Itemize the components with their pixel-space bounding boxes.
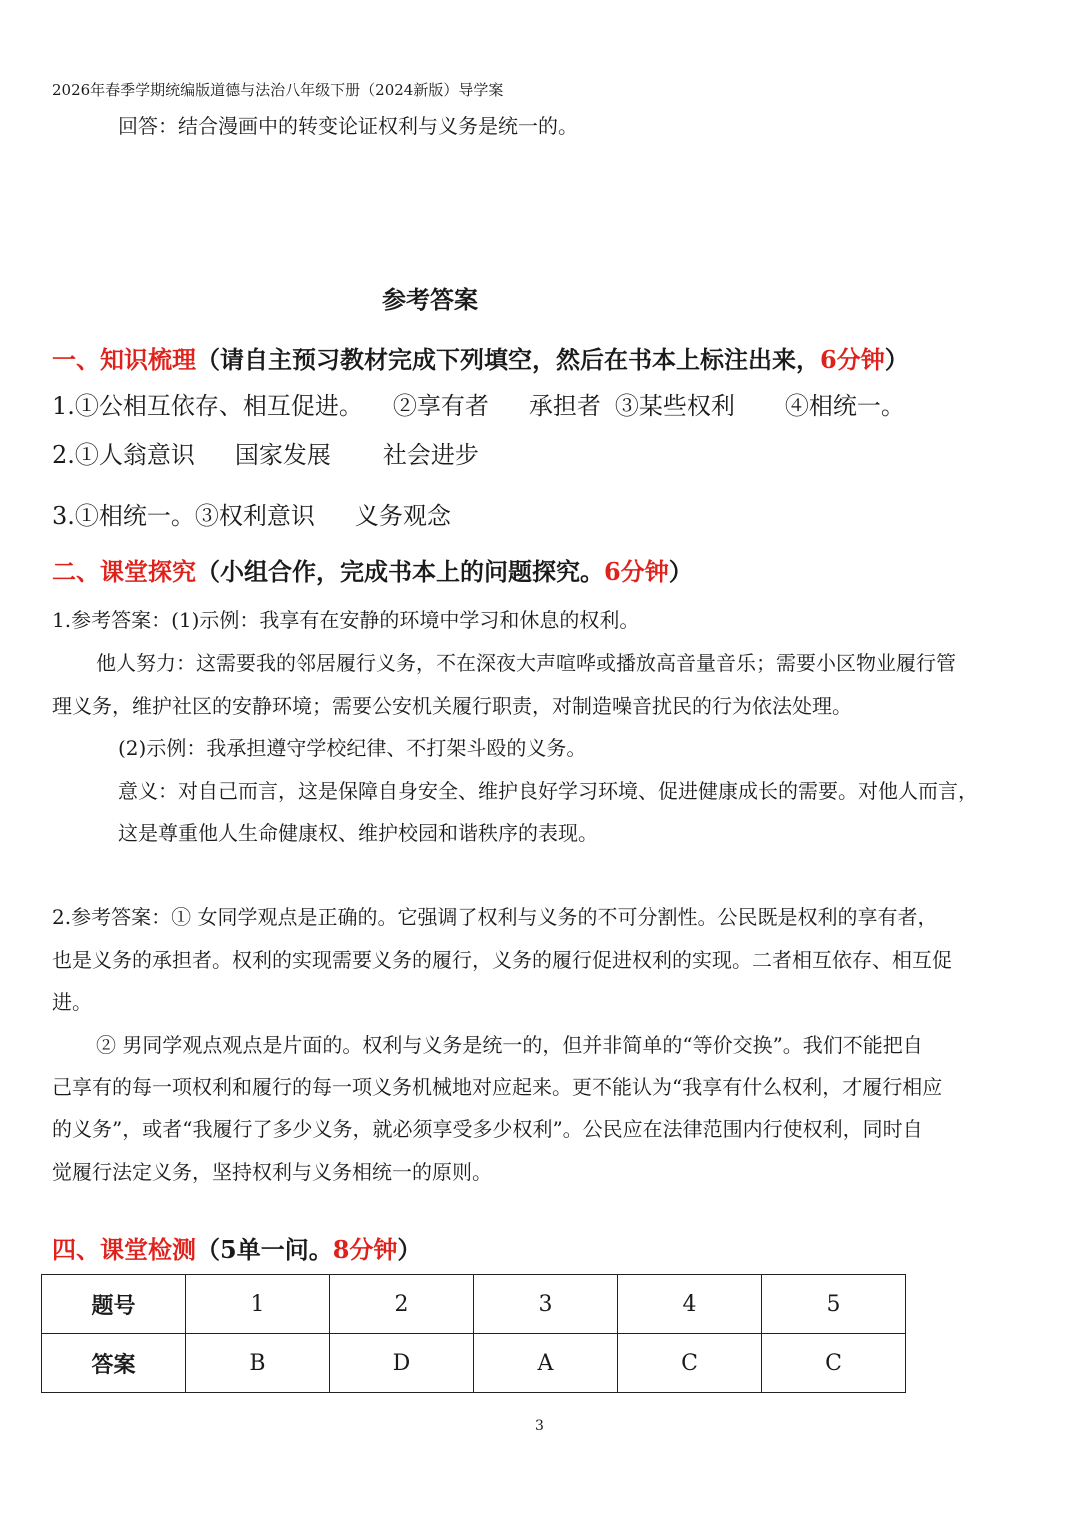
item1-part3: 承担者 <box>528 392 601 420</box>
q2-line-7: 觉履行法定义务，坚持权利与义务相统一的原则。 <box>52 1160 492 1184</box>
q1-line-6: 这是尊重他人生命健康权、维护校园和谐秩序的表现。 <box>118 821 598 845</box>
section2-heading <box>52 552 693 587</box>
section1-item-3 <box>52 496 451 531</box>
answer-table <box>41 1274 906 1393</box>
item1-part4: ③某些权利 <box>614 392 735 420</box>
section4-heading-close: ） <box>397 1235 422 1264</box>
table-cell: 1 <box>186 1275 330 1334</box>
section4-heading-text: （5单一问。 <box>196 1235 333 1264</box>
section1-heading-text: （请自主预习教材完成下列填空，然后在书本上标注出来， <box>196 345 820 374</box>
section4-heading-time: 8分钟 <box>332 1235 398 1264</box>
q1-line-5: 意义：对自己而言，这是保障自身安全、维护良好学习环境、促进健康成长的需要。对他人而言， <box>118 779 978 803</box>
q2-line-1: 2.参考答案：① 女同学观点是正确的。它强调了权利与义务的不可分割性。公民既是权利的享有者， <box>52 905 938 929</box>
table-cell: C <box>618 1334 762 1393</box>
q2-line-6: 的义务”，或者“我履行了多少义务，就必须享受多少权利”。公民应在法律范围内行使权利，同时自 <box>52 1117 923 1141</box>
section1-item-2 <box>52 435 479 470</box>
table-cell: 2 <box>330 1275 474 1334</box>
q1-line-1: 1.参考答案：(1)示例：我享有在安静的环境中学习和休息的权利。 <box>52 608 640 632</box>
item2-part3: 社会进步 <box>382 441 479 469</box>
item3-part1: 3.①相统一。③权利意识 <box>52 502 315 530</box>
table-header-cell: 答案 <box>42 1334 186 1393</box>
item3-part2: 义务观念 <box>354 502 451 530</box>
item2-part1: 2.①人翁意识 <box>52 441 195 469</box>
item1-part1: 1.①公相互依存、相互促进。 <box>52 392 363 420</box>
item1-part5: ④相统一。 <box>784 392 905 420</box>
table-cell: B <box>186 1334 330 1393</box>
intro-answer: 回答：结合漫画中的转变论证权利与义务是统一的。 <box>118 114 578 138</box>
section1-heading <box>52 340 909 375</box>
section2-heading-close: ） <box>668 557 693 586</box>
section4-heading-label: 四、课堂检测 <box>52 1235 196 1264</box>
q2-line-3: 进。 <box>52 990 92 1014</box>
q1-line-3: 理义务，维护社区的安静环境；需要公安机关履行职责，对制造噪音扰民的行为依法处理。 <box>52 694 852 718</box>
table-header-cell: 题号 <box>42 1275 186 1334</box>
item2-part2: 国家发展 <box>234 441 331 469</box>
page-header: 2026年春季学期统编版道德与法治八年级下册（2024新版）导学案 <box>52 81 504 99</box>
table-cell: D <box>330 1334 474 1393</box>
table-row <box>42 1334 906 1393</box>
table-cell: 5 <box>762 1275 906 1334</box>
table-cell: A <box>474 1334 618 1393</box>
section1-heading-label: 一、知识梳理 <box>52 345 196 374</box>
page-title: 参考答案 <box>382 285 478 314</box>
table-cell: 4 <box>618 1275 762 1334</box>
q2-line-2: 也是义务的承担者。权利的实现需要义务的履行，义务的履行促进权利的实现。二者相互依存、相互促 <box>52 948 952 972</box>
section1-item-1 <box>52 386 905 421</box>
section2-heading-time: 6分钟 <box>604 557 669 586</box>
section1-heading-time: 6分钟 <box>820 345 885 374</box>
section2-heading-label: 二、课堂探究 <box>52 557 196 586</box>
table-cell: C <box>762 1334 906 1393</box>
page-number: 3 <box>535 1418 544 1434</box>
section4-heading <box>52 1230 421 1265</box>
table-row <box>42 1275 906 1334</box>
q2-line-5: 己享有的每一项权利和履行的每一项义务机械地对应起来。更不能认为“我享有什么权利，才履行相应 <box>52 1075 943 1099</box>
section1-heading-close: ） <box>884 345 909 374</box>
q1-line-2: 他人努力：这需要我的邻居履行义务，不在深夜大声喧哗或播放高音量音乐；需要小区物业履行管 <box>96 651 956 675</box>
table-cell: 3 <box>474 1275 618 1334</box>
section2-heading-text: （小组合作，完成书本上的问题探究。 <box>196 557 604 586</box>
q1-line-4: (2)示例：我承担遵守学校纪律、不打架斗殴的义务。 <box>118 736 587 760</box>
item1-part2: ②享有者 <box>392 392 489 420</box>
q2-line-4: ② 男同学观点观点是片面的。权利与义务是统一的，但并非简单的“等价交换”。我们不能把自 <box>96 1033 923 1057</box>
